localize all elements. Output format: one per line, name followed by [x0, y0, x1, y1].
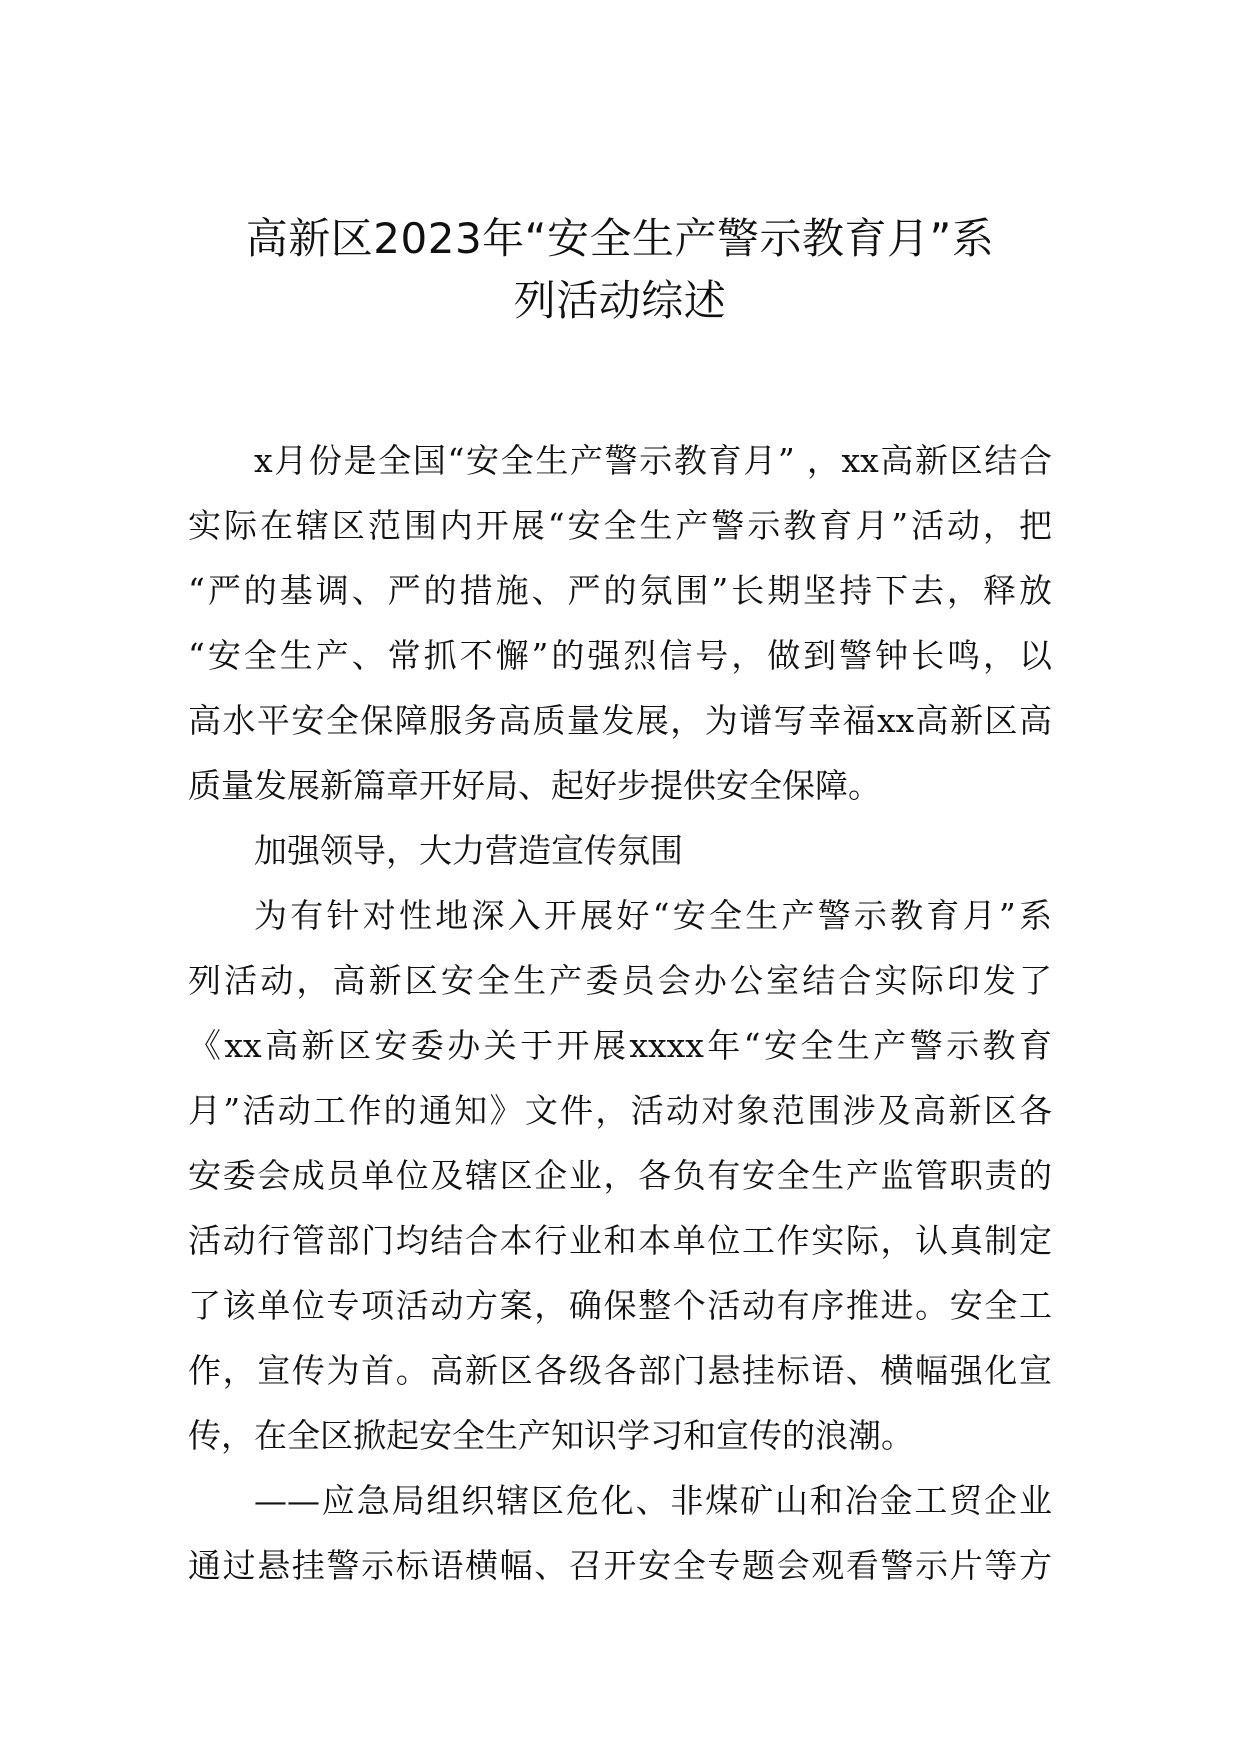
text-line: “严的基调、严的措施、严的氛围”长期坚持下去，释放: [188, 571, 1052, 610]
text-line: 了该单位专项活动方案，确保整个活动有序推进。安全工: [188, 1286, 1052, 1325]
text-line: 安委会成员单位及辖区企业，各负有安全生产监管职责的: [188, 1156, 1052, 1195]
section-heading: 加强领导，大力营造宣传氛围: [254, 831, 683, 870]
text-line: 活动行管部门均结合本行业和本单位工作实际，认真制定: [188, 1221, 1052, 1260]
text-line: “安全生产、常抓不懈”的强烈信号，做到警钟长鸣，以: [188, 636, 1052, 675]
text-line: ——应急局组织辖区危化、非煤矿山和冶金工贸企业: [254, 1481, 1052, 1520]
paragraph-leadership: [188, 883, 1052, 1468]
document-title: [188, 208, 1052, 332]
text-line: 质量发展新篇章开好局、起好步提供安全保障。: [188, 766, 881, 805]
title-line: 列活动综述: [513, 276, 727, 325]
text-line: 实际在辖区范围内开展“安全生产警示教育月”活动，把: [188, 506, 1052, 545]
paragraph-emergency-bureau: [188, 1468, 1052, 1598]
text-line: 传，在全区掀起安全生产知识学习和宣传的浪潮。: [188, 1416, 914, 1455]
text-line: 通过悬挂警示标语横幅、召开安全专题会观看警示片等方: [188, 1546, 1052, 1585]
text-line: 月”活动工作的通知》文件，活动对象范围涉及高新区各: [188, 1091, 1052, 1130]
text-line: 为有针对性地深入开展好“安全生产警示教育月”系: [254, 896, 1052, 935]
paragraph-intro: [188, 428, 1052, 818]
text-line: x月份是全国“安全生产警示教育月” ，xx高新区结合: [254, 441, 1052, 480]
text-line: 作，宣传为首。高新区各级各部门悬挂标语、横幅强化宣: [188, 1351, 1052, 1390]
title-line: 高新区2023年“安全生产警示教育月”系: [245, 214, 995, 263]
text-line: 列活动，高新区安全生产委员会办公室结合实际印发了: [188, 961, 1052, 1000]
text-line: 高水平安全保障服务高质量发展，为谱写幸福xx高新区高: [188, 701, 1052, 740]
text-line: 《xx高新区安委办关于开展xxxx年“安全生产警示教育: [188, 1026, 1052, 1065]
document-body: [188, 428, 1052, 1598]
